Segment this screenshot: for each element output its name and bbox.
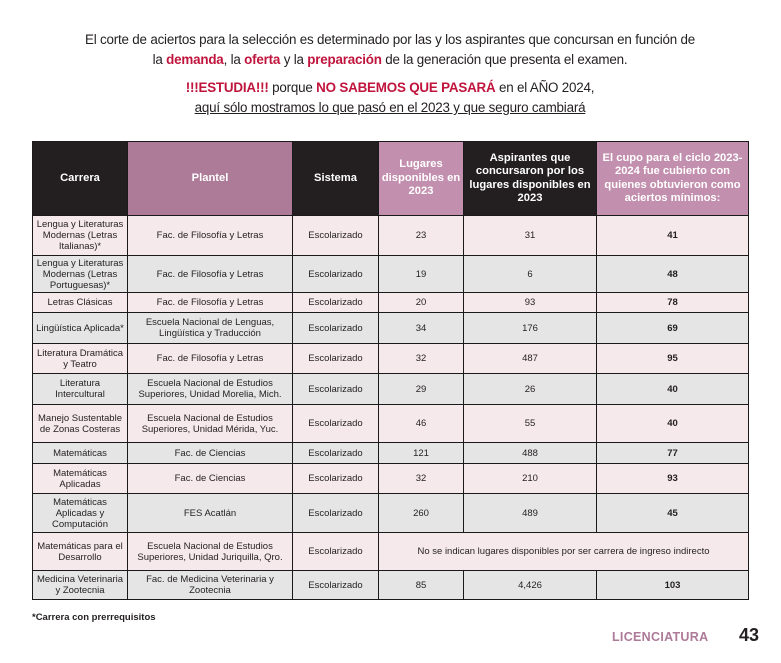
cell-note: No se indican lugares disponibles por ser carrera de ingreso indirecto	[379, 533, 749, 571]
cell-aspirantes: 4,426	[464, 571, 597, 600]
cell-sistema: Escolarizado	[293, 571, 379, 600]
table-row	[33, 216, 749, 256]
cell-lugares: 32	[379, 344, 464, 374]
cell-sistema: Escolarizado	[293, 313, 379, 344]
cell-aspirantes: 487	[464, 344, 597, 374]
intro-text-fragment: de la generación que presenta el examen.	[381, 52, 628, 67]
cell-lugares: 32	[379, 464, 464, 494]
cell-sistema: Escolarizado	[293, 293, 379, 313]
table-row	[33, 256, 749, 293]
cell-lugares: 29	[379, 374, 464, 405]
table-header-row	[33, 142, 749, 216]
cell-plantel: Escuela Nacional de Estudios Superiores, Unidad Mérida, Yuc.	[128, 405, 293, 443]
cell-lugares: 260	[379, 494, 464, 533]
header-aspirantes: Aspirantes que concursaron por los lugares disponibles en 2023	[464, 142, 597, 216]
no-sabemos-callout: NO SABEMOS QUE PASARÁ	[316, 80, 496, 95]
cell-plantel: Fac. de Ciencias	[128, 443, 293, 464]
cell-carrera: Manejo Sustentable de Zonas Costeras	[33, 405, 128, 443]
intro-line-1: El corte de aciertos para la selección es determinado por las y los aspirantes que concursan en función de	[84, 32, 695, 47]
cell-carrera: Lingüística Aplicada*	[33, 313, 128, 344]
cell-aspirantes: 26	[464, 374, 597, 405]
cell-plantel: FES Acatlán	[128, 494, 293, 533]
cell-plantel: Fac. de Ciencias	[128, 464, 293, 494]
cell-sistema: Escolarizado	[293, 405, 379, 443]
cell-plantel: Escuela Nacional de Estudios Superiores, Unidad Juriquilla, Qro.	[128, 533, 293, 571]
cell-aspirantes: 93	[464, 293, 597, 313]
cell-plantel: Fac. de Medicina Veterinaria y Zootecnia	[128, 571, 293, 600]
cell-sistema: Escolarizado	[293, 494, 379, 533]
estudia-callout: !!!ESTUDIA!!!	[185, 80, 269, 95]
table-row	[33, 405, 749, 443]
cell-aciertos: 103	[597, 571, 749, 600]
cell-aciertos: 48	[597, 256, 749, 293]
header-carrera: Carrera	[33, 142, 128, 216]
cell-plantel: Fac. de Filosofía y Letras	[128, 256, 293, 293]
cell-aspirantes: 488	[464, 443, 597, 464]
table-row	[33, 374, 749, 405]
table-row	[33, 571, 749, 600]
cell-aspirantes: 55	[464, 405, 597, 443]
cell-aciertos: 69	[597, 313, 749, 344]
cell-aciertos: 41	[597, 216, 749, 256]
cell-lugares: 121	[379, 443, 464, 464]
intro-text-fragment: , la	[223, 52, 245, 67]
footnote: *Carrera con prerrequisitos	[32, 612, 156, 623]
cell-carrera: Matemáticas	[33, 443, 128, 464]
intro-text-fragment: porque	[268, 80, 317, 95]
cell-carrera: Letras Clásicas	[33, 293, 128, 313]
cell-lugares: 34	[379, 313, 464, 344]
intro-text	[40, 30, 740, 118]
cell-carrera: Matemáticas para el Desarrollo	[33, 533, 128, 571]
cell-carrera: Matemáticas Aplicadas y Computación	[33, 494, 128, 533]
keyword-demanda: demanda	[166, 52, 224, 67]
table-row	[33, 313, 749, 344]
cell-aciertos: 40	[597, 374, 749, 405]
cell-aciertos: 95	[597, 344, 749, 374]
section-label: LICENCIATURA	[612, 630, 709, 644]
cell-plantel: Escuela Nacional de Lenguas, Lingüística y Traducción	[128, 313, 293, 344]
cell-aspirantes: 489	[464, 494, 597, 533]
cell-aciertos: 40	[597, 405, 749, 443]
cell-lugares: 20	[379, 293, 464, 313]
cell-sistema: Escolarizado	[293, 533, 379, 571]
table-row	[33, 494, 749, 533]
cell-plantel: Fac. de Filosofía y Letras	[128, 216, 293, 256]
cell-sistema: Escolarizado	[293, 344, 379, 374]
keyword-oferta: oferta	[244, 52, 281, 67]
intro-text-fragment: en el AÑO 2024,	[495, 80, 595, 95]
intro-line-3	[40, 78, 740, 98]
cell-sistema: Escolarizado	[293, 374, 379, 405]
header-cupo: El cupo para el ciclo 2023-2024 fue cubierto con quienes obtuvieron como aciertos mínimos:	[597, 142, 749, 216]
cell-aspirantes: 31	[464, 216, 597, 256]
cell-aciertos: 77	[597, 443, 749, 464]
cell-aciertos: 78	[597, 293, 749, 313]
cell-aciertos: 93	[597, 464, 749, 494]
cell-carrera: Literatura Intercultural	[33, 374, 128, 405]
page-number: 43	[739, 625, 760, 645]
table-body	[33, 216, 749, 600]
table-row	[33, 344, 749, 374]
intro-text-fragment: la	[152, 52, 167, 67]
cell-plantel: Fac. de Filosofía y Letras	[128, 293, 293, 313]
table-row	[33, 443, 749, 464]
cell-lugares: 85	[379, 571, 464, 600]
table-row	[33, 533, 749, 571]
header-lugares: Lugares disponibles en 2023	[379, 142, 464, 216]
intro-text-fragment: y la	[280, 52, 308, 67]
cell-carrera: Literatura Dramática y Teatro	[33, 344, 128, 374]
cell-sistema: Escolarizado	[293, 443, 379, 464]
intro-line-4: aquí sólo mostramos lo que pasó en el 2023 y que seguro cambiará	[194, 100, 586, 115]
header-sistema: Sistema	[293, 142, 379, 216]
cell-aspirantes: 176	[464, 313, 597, 344]
cell-carrera: Lengua y Literaturas Modernas (Letras Italianas)*	[33, 216, 128, 256]
keyword-preparacion: preparación	[307, 52, 382, 67]
cell-carrera: Matemáticas Aplicadas	[33, 464, 128, 494]
cell-plantel: Fac. de Filosofía y Letras	[128, 344, 293, 374]
cell-plantel: Escuela Nacional de Estudios Superiores, Unidad Morelia, Mich.	[128, 374, 293, 405]
cell-sistema: Escolarizado	[293, 216, 379, 256]
intro-line-2	[40, 50, 740, 70]
cell-lugares: 19	[379, 256, 464, 293]
table-row	[33, 464, 749, 494]
cell-carrera: Lengua y Literaturas Modernas (Letras Portuguesas)*	[33, 256, 128, 293]
header-plantel: Plantel	[128, 142, 293, 216]
table-row	[33, 293, 749, 313]
cell-sistema: Escolarizado	[293, 256, 379, 293]
cell-aspirantes: 210	[464, 464, 597, 494]
cell-aciertos: 45	[597, 494, 749, 533]
careers-table	[32, 141, 749, 600]
cell-lugares: 46	[379, 405, 464, 443]
cell-lugares: 23	[379, 216, 464, 256]
cell-sistema: Escolarizado	[293, 464, 379, 494]
cell-aspirantes: 6	[464, 256, 597, 293]
cell-carrera: Medicina Veterinaria y Zootecnia	[33, 571, 128, 600]
